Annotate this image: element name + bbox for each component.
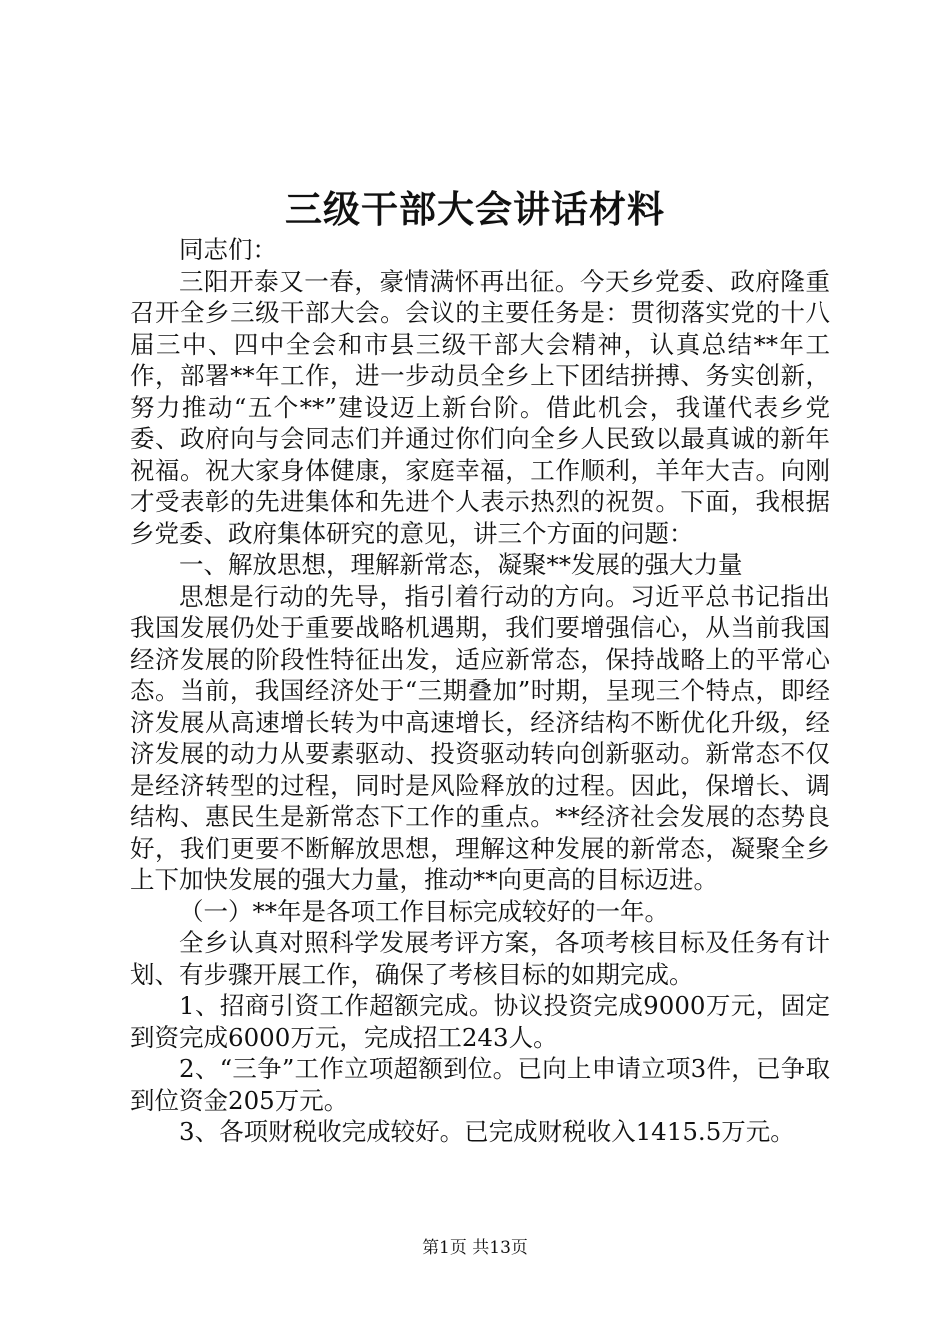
list-item: 2、“三争”工作立项超额到位。已向上申请立项3件，已争取到位资金205万元。 [130, 1054, 830, 1115]
salutation-paragraph: 同志们： [179, 235, 277, 264]
page-number-footer: 第1页 共13页 [422, 1238, 528, 1258]
list-item: 1、招商引资工作超额完成。协议投资完成9000万元，固定到资完成6000万元，完成招工243人。 [130, 991, 830, 1052]
body-paragraph: 全乡认真对照科学发展考评方案，各项考核目标及任务有计划、有步骤开展工作，确保了考核目标的如期完成。 [130, 928, 830, 989]
list-item: 3、各项财税收完成较好。已完成财税收入1415.5万元。 [179, 1117, 795, 1146]
document-body [130, 234, 830, 1148]
document-title: 三级干部大会讲话材料 [285, 187, 665, 231]
subsection-heading-1: （一）**年是各项工作目标完成较好的一年。 [179, 896, 669, 926]
body-paragraph: 思想是行动的先导，指引着行动的方向。习近平总书记指出我国发展仍处于重要战略机遇期，我们要增强信心，从当前我国经济发展的阶段性特征出发，适应新常态，保持战略上的平常心态。当前，我国经济处于“三期叠加”时期，呈现三个特点，即经济发展从高速增长转为中高速增长，经济结构不断优化升级，经济发展的动力从要素驱动、投资驱动转向创新驱动。新常态不仅是经济转型的过程，同时是风险释放的过程。因此，保增长、调结构、惠民生是新常态下工作的重点。**经济社会发展的态势良好，我们更要不断解放思想，理解这种发展的新常态，凝聚全乡上下加快发展的强大力量，推动**向更高的目标迈进。 [130, 581, 830, 894]
opening-paragraph: 三阳开泰又一春，豪情满怀再出征。今天乡党委、政府隆重召开全乡三级干部大会。会议的主要任务是：贯彻落实党的十八届三中、四中全会和市县三级干部大会精神，认真总结**年工作，部署**年工作，进一步动员全乡上下团结拼搏、务实创新，努力推动“五个**”建设迈上新台阶。借此机会，我谨代表乡党委、政府向与会同志们并通过你们向全乡人民致以最真诚的新年祝福。祝大家身体健康，家庭幸福，工作顺利，羊年大吉。向刚才受表彰的先进集体和先进个人表示热烈的祝贺。下面，我根据乡党委、政府集体研究的意见，讲三个方面的问题： [130, 266, 830, 548]
section-heading-1: 一、解放思想，理解新常态，凝聚**发展的强大力量 [179, 550, 743, 579]
